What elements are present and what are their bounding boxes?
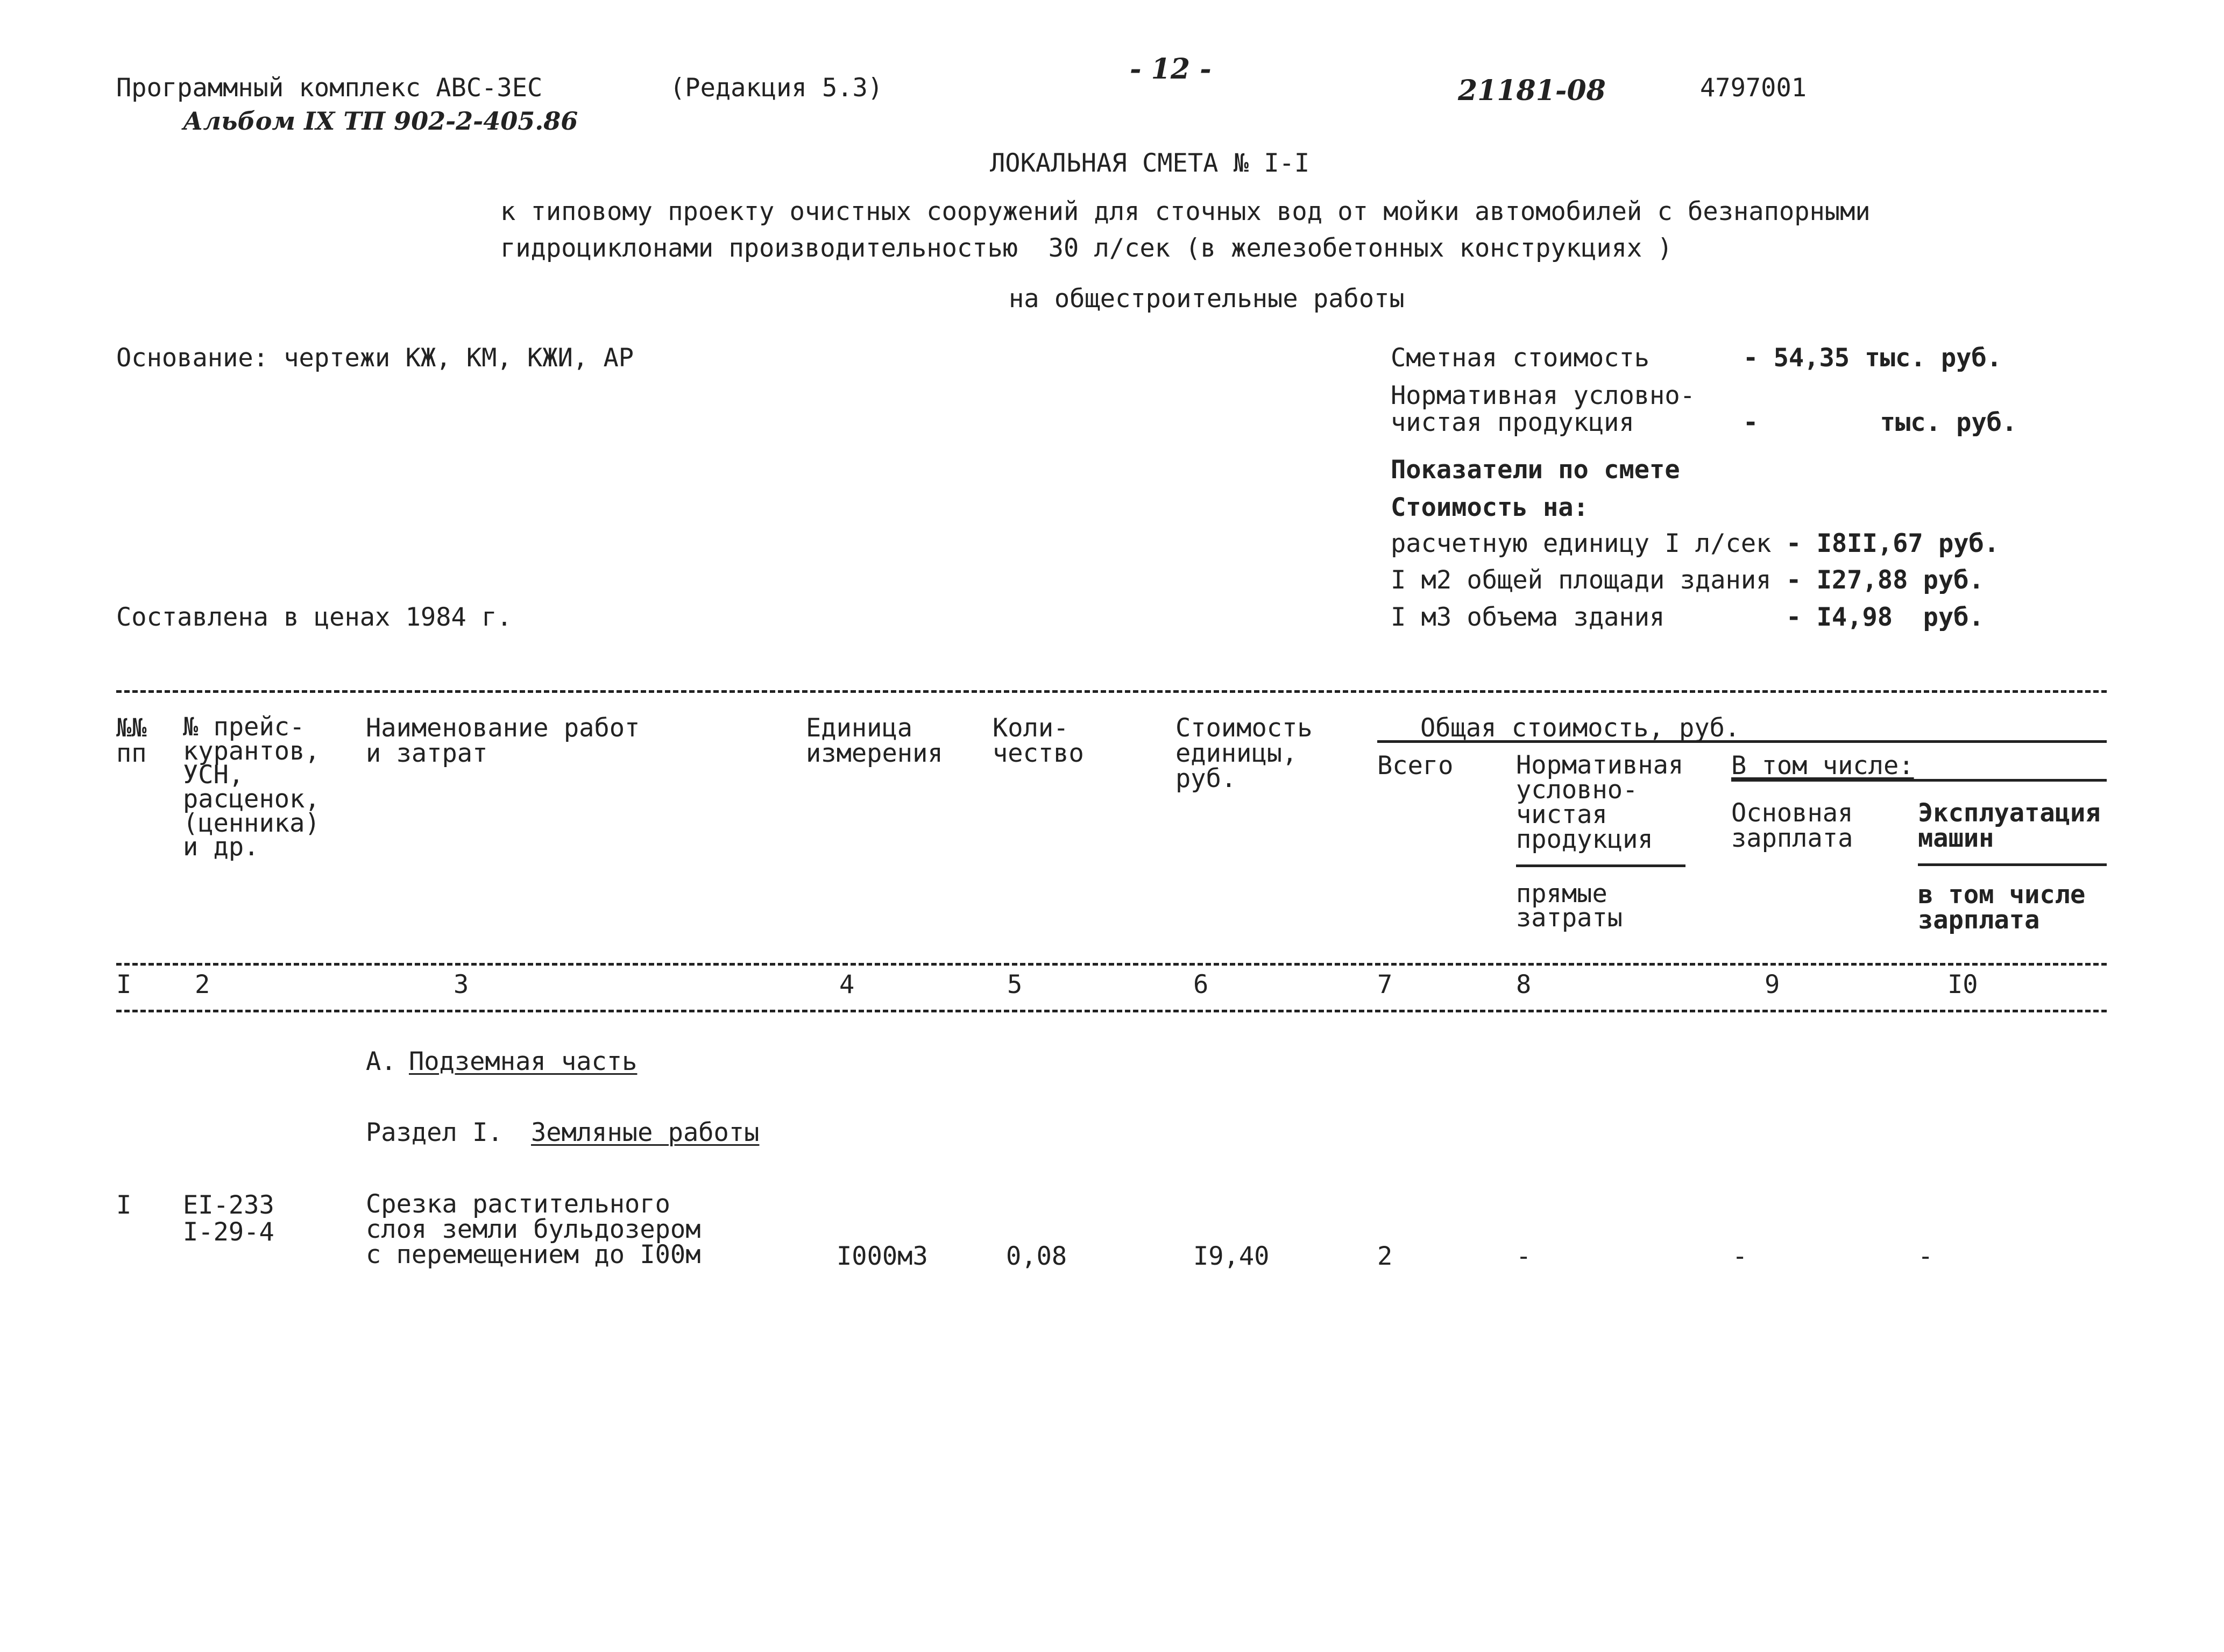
col-number-3: 3 <box>454 970 469 999</box>
revision: (Редакция 5.3) <box>670 73 883 103</box>
norm-label-2: чистая продукция <box>1391 408 1634 437</box>
header-col-8b: прямые затраты <box>1516 879 1623 933</box>
row-total: 2 <box>1377 1242 1393 1271</box>
numbers-top-rule <box>116 963 2107 966</box>
header-col-8: Нормативная условно- чистая продукция <box>1516 750 1684 855</box>
norm-label-1: Нормативная условно- <box>1391 381 1695 410</box>
cost-value: - 54,35 тыс. руб. <box>1743 343 2002 373</box>
col-number-2: 2 <box>195 970 210 999</box>
total-group-rule <box>1377 740 2107 743</box>
row-norm: - <box>1516 1242 1532 1271</box>
row-quantity: 0,08 <box>1006 1242 1067 1271</box>
header-col-3: Наименование работ и затрат <box>366 713 640 768</box>
basis: Основание: чертежи КЖ, КМ, КЖИ, АР <box>116 343 634 373</box>
including-rule <box>1731 779 2107 782</box>
col-number-8: 8 <box>1516 970 1532 999</box>
header-col-4: Единица измерения <box>806 713 943 768</box>
volume-value: - I4,98 руб. <box>1786 602 1984 632</box>
area-value: - I27,88 руб. <box>1786 565 1984 595</box>
header-total-group: Общая стоимость, руб. <box>1420 713 1740 743</box>
header-col-10: Эксплуатация машин <box>1918 798 2101 853</box>
unit-value: - I8II,67 руб. <box>1786 529 2000 558</box>
header-col-6: Стоимость единицы, руб. <box>1175 713 1313 793</box>
col-number-5: 5 <box>1007 970 1023 999</box>
row-code-2: I-29-4 <box>183 1217 274 1247</box>
volume-label: I м3 объема здания <box>1391 602 1665 632</box>
header-col-5: Коли- чество <box>993 713 1084 768</box>
col-10-rule <box>1918 863 2107 866</box>
col-number-4: 4 <box>839 970 855 999</box>
part-label: Подземная часть <box>409 1047 638 1076</box>
prices-year: Составлена в ценах 1984 г. <box>116 602 512 632</box>
header-col-10b: в том числе зарплата <box>1918 880 2086 935</box>
program-name: Программный комплекс АВС-3ЕС <box>116 73 543 103</box>
area-label: I м2 общей площади здания <box>1391 565 1772 595</box>
col-number-1: I <box>116 970 132 999</box>
part-label-prefix: А. <box>366 1047 412 1076</box>
row-work-name: Срезка растительного слоя земли бульдозером с перемещением до I00м <box>366 1189 701 1270</box>
title-line-1: к типовому проекту очистных сооружений для сточных вод от мойки автомобилей с безнапорными <box>500 197 1871 226</box>
col-number-9: 9 <box>1765 970 1780 999</box>
numbers-bottom-rule <box>116 1010 2107 1012</box>
section-name: Земляные работы <box>531 1118 760 1147</box>
cost-label: Сметная стоимость <box>1391 343 1650 373</box>
unit-label: расчетную единицу I л/сек <box>1391 529 1772 558</box>
header-col-7: Всего <box>1377 751 1454 781</box>
page-number: - 12 - <box>1130 53 1212 86</box>
album-note: Альбом IX ТП 902-2-405.86 <box>183 107 578 136</box>
section-prefix: Раздел I. <box>366 1118 503 1147</box>
row-unit-price: I9,40 <box>1193 1242 1270 1271</box>
row-unit: I000м3 <box>837 1242 928 1271</box>
row-code-1: ЕI-233 <box>183 1190 274 1220</box>
indicators-heading: Показатели по смете <box>1391 455 1680 485</box>
header-col-2: № прейс- курантов, УСН, расценок, (ценника) и др. <box>183 712 320 862</box>
table-top-rule <box>116 690 2107 693</box>
col-number-6: 6 <box>1193 970 1209 999</box>
doc-number: 4797001 <box>1700 73 1807 103</box>
col-number-7: 7 <box>1377 970 1393 999</box>
row-machines: - <box>1918 1242 1933 1271</box>
row-number: I <box>116 1190 132 1220</box>
header-including: В том числе: <box>1731 751 1914 781</box>
norm-value: - тыс. руб. <box>1743 408 2017 437</box>
doc-code: 21181-08 <box>1458 74 1606 107</box>
row-salary: - <box>1732 1242 1748 1271</box>
col-number-10: I0 <box>1947 970 1978 999</box>
title-line-3: на общестроительные работы <box>1009 284 1405 314</box>
header-col-9: Основная зарплата <box>1731 798 1853 853</box>
header-col-1: №№ пп <box>116 713 147 768</box>
title-line-2: гидроциклонами производительностью 30 л/сек (в железобетонных конструкциях ) <box>500 233 1673 263</box>
document-title: ЛОКАЛЬНАЯ СМЕТА № I-I <box>990 148 1310 178</box>
cost-per-heading: Стоимость на: <box>1391 493 1589 522</box>
col-8-rule <box>1516 864 1685 867</box>
